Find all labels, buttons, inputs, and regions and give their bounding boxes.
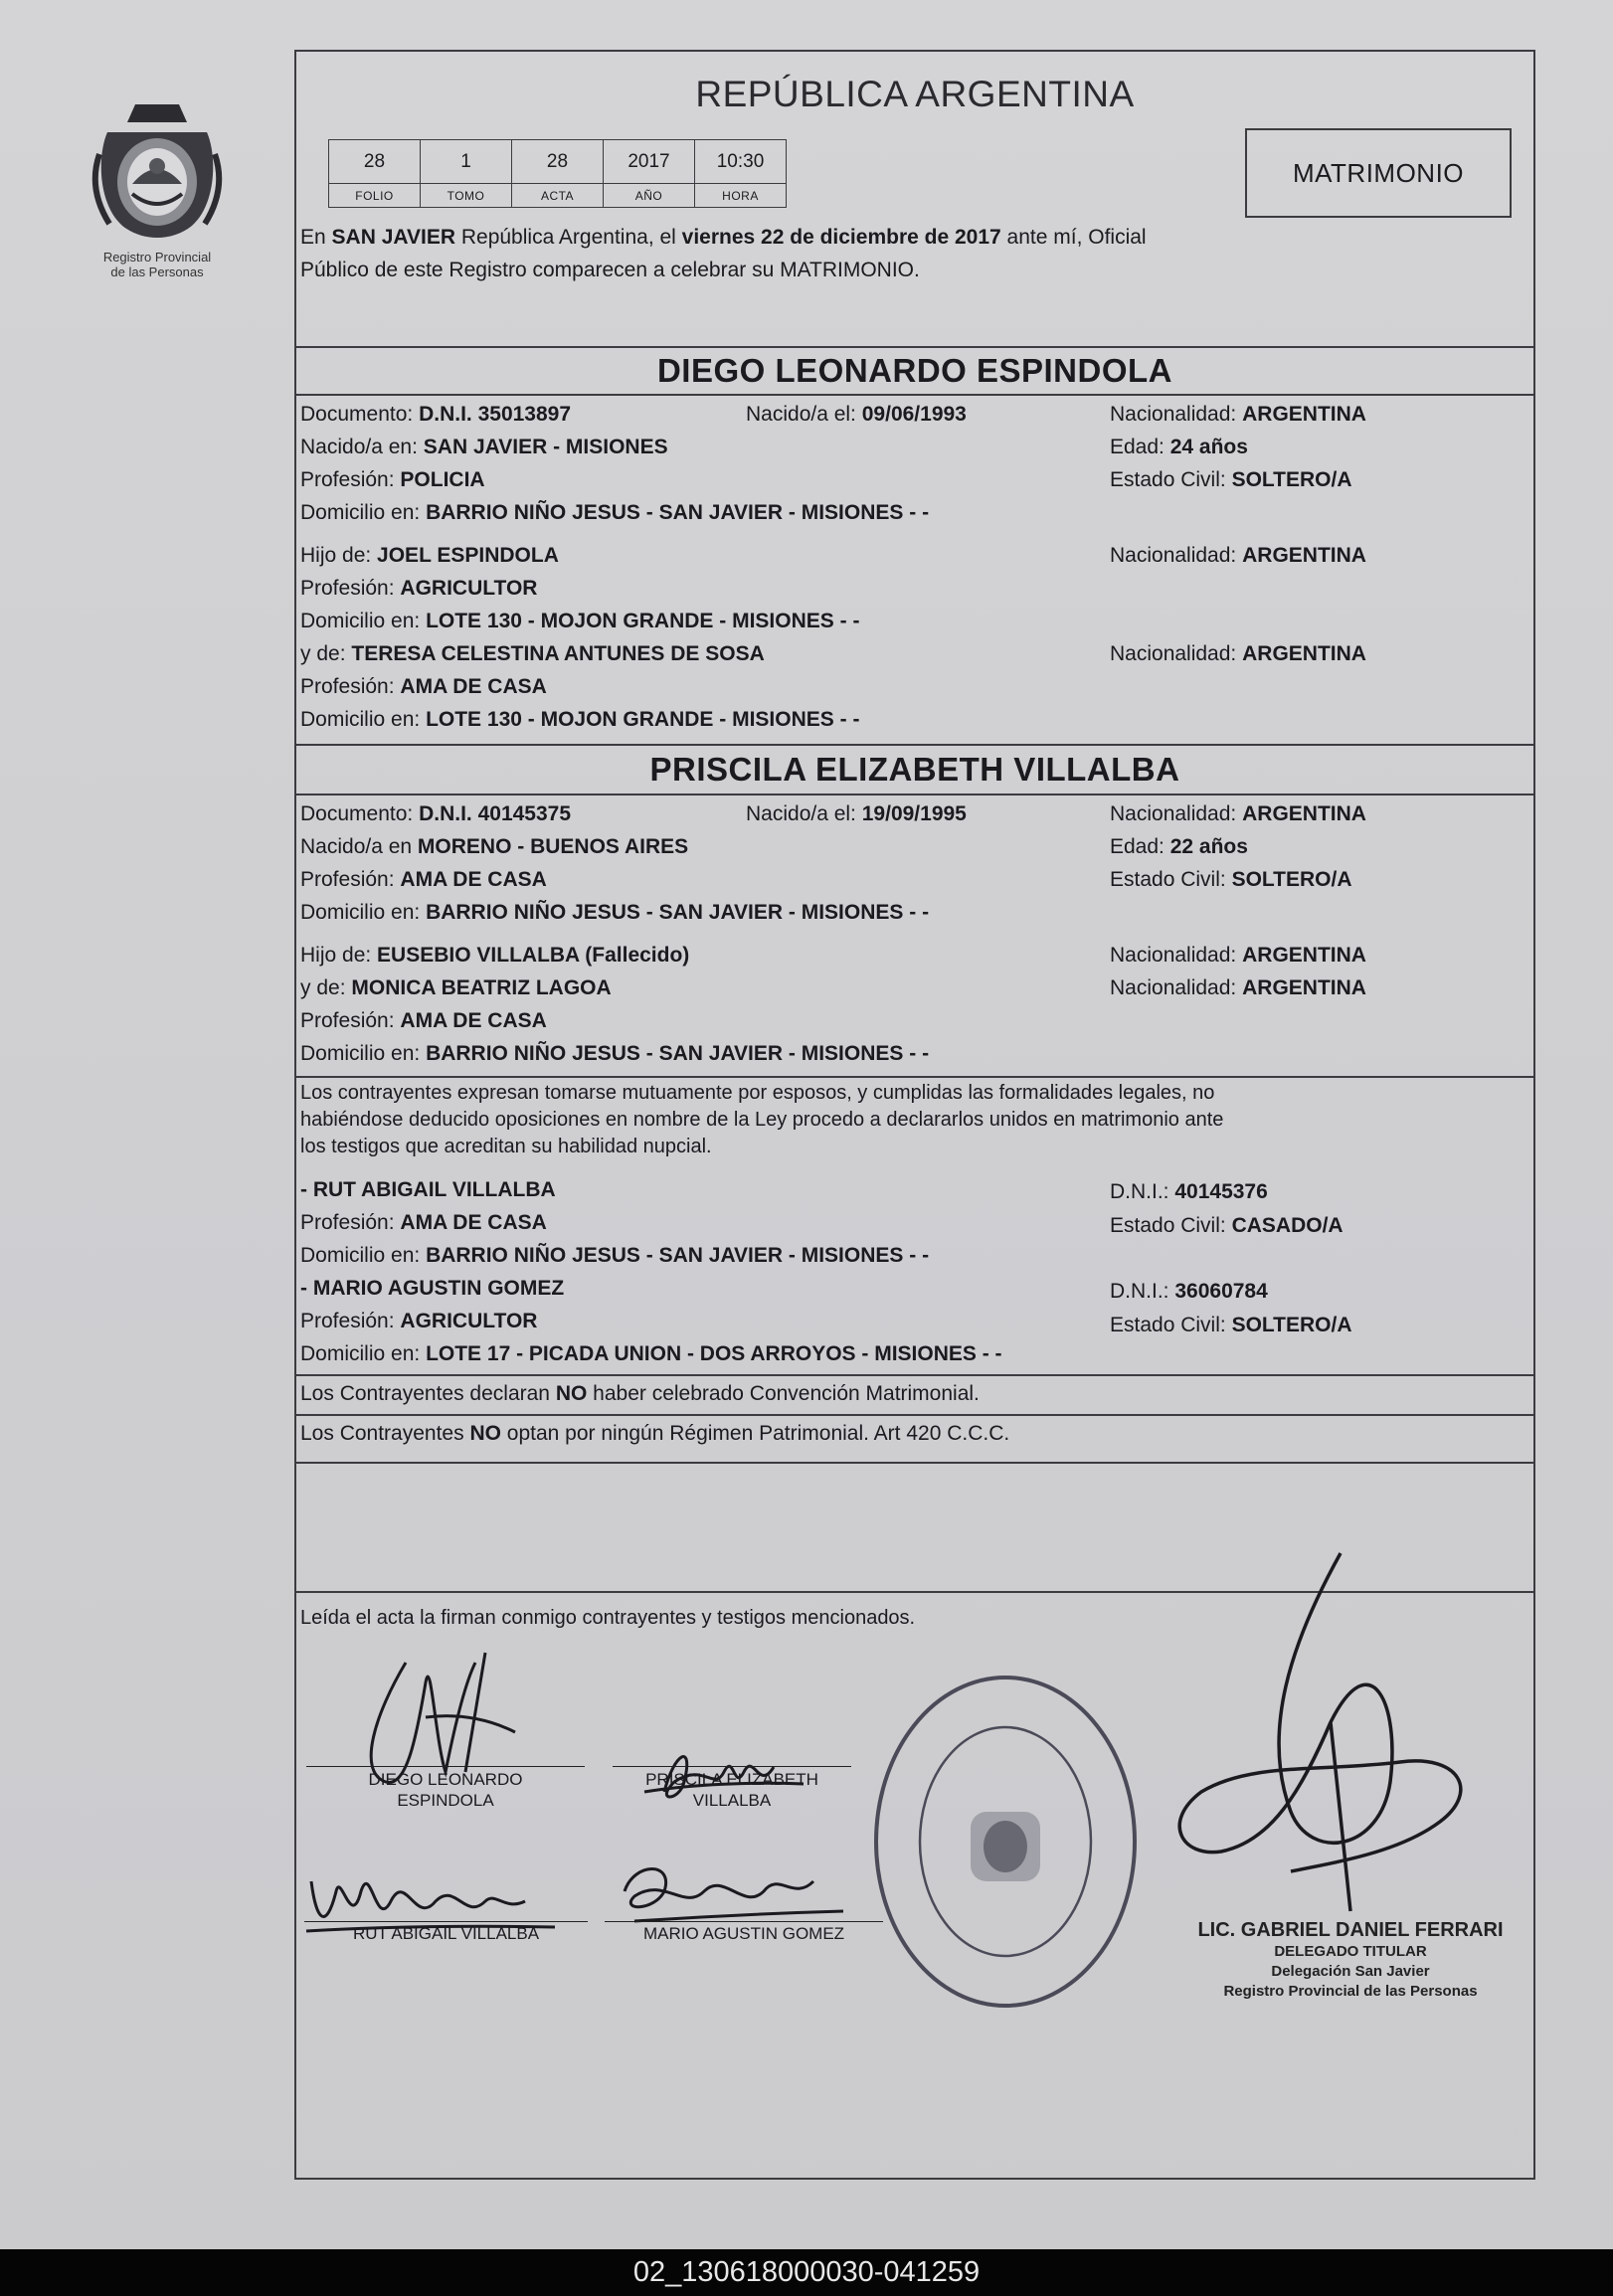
ano-label: AÑO bbox=[604, 184, 695, 208]
official-name: LIC. GABRIEL DANIEL FERRARI bbox=[1197, 1919, 1504, 1941]
hora-label: HORA bbox=[695, 184, 787, 208]
spouse2-age: Edad: 22 años bbox=[1110, 835, 1248, 858]
spouse2-mother-nationality: Nacionalidad: ARGENTINA bbox=[1110, 976, 1366, 999]
spouse1-father-nationality: Nacionalidad: ARGENTINA bbox=[1110, 544, 1366, 567]
spouse1-mother-nationality: Nacionalidad: ARGENTINA bbox=[1110, 642, 1366, 665]
page-title: REPÚBLICA ARGENTINA bbox=[695, 74, 1135, 114]
intro-text: En SAN JAVIER República Argentina, el viernes 22 de diciembre de 2017 ante mí, Oficial Público de este Registro comparecen a celebrar su MATRIMONIO. bbox=[300, 226, 1147, 281]
provincial-coat-of-arms-icon bbox=[88, 94, 227, 244]
spouse1-mother: y de: TERESA CELESTINA ANTUNES DE SOSA bbox=[300, 642, 765, 665]
spouse1-address: Domicilio en: BARRIO NIÑO JESUS - SAN JAVIER - MISIONES - - bbox=[300, 501, 930, 524]
witness2-profession: Profesión: AGRICULTOR bbox=[300, 1310, 538, 1332]
divider bbox=[296, 394, 1533, 396]
spouse2-father-nationality: Nacionalidad: ARGENTINA bbox=[1110, 944, 1366, 967]
witness1-name: - RUT ABIGAIL VILLALBA bbox=[300, 1178, 556, 1201]
spouse1-signature-line bbox=[306, 1766, 585, 1767]
divider bbox=[296, 1462, 1533, 1464]
spouse1-civil-status: Estado Civil: SOLTERO/A bbox=[1110, 468, 1352, 491]
divider bbox=[296, 346, 1533, 348]
spouse2-profession: Profesión: AMA DE CASA bbox=[300, 868, 547, 891]
spouse2-civil-status: Estado Civil: SOLTERO/A bbox=[1110, 868, 1352, 891]
spouse2-signature-line bbox=[613, 1766, 851, 1767]
spouse1-mother-address: Domicilio en: LOTE 130 - MOJON GRANDE - MISIONES - - bbox=[300, 708, 860, 731]
witness2-civil-status: Estado Civil: SOLTERO/A bbox=[1110, 1314, 1352, 1336]
official-registry: Registro Provincial de las Personas bbox=[1223, 1983, 1478, 2000]
spouse2-mother: y de: MONICA BEATRIZ LAGOA bbox=[300, 976, 612, 999]
signing-note: Leída el acta la firman conmigo contrayentes y testigos mencionados. bbox=[300, 1607, 916, 1629]
spouse2-mother-address: Domicilio en: BARRIO NIÑO JESUS - SAN JAVIER - MISIONES - - bbox=[300, 1042, 930, 1065]
spouse1-profession: Profesión: POLICIA bbox=[300, 468, 485, 491]
spouse1-age: Edad: 24 años bbox=[1110, 436, 1248, 458]
record-type-box: MATRIMONIO bbox=[1245, 128, 1512, 218]
spouse2-signature-label: PRISCILA ELIZABETH VILLALBA bbox=[645, 1770, 818, 1810]
divider bbox=[296, 1414, 1533, 1416]
witness2-signature-label: MARIO AGUSTIN GOMEZ bbox=[642, 1924, 845, 1943]
spouse1-father-profession: Profesión: AGRICULTOR bbox=[300, 577, 538, 600]
spouse1-birth-date: Nacido/a el: 09/06/1993 bbox=[746, 403, 967, 426]
logo-caption-line-1: Registro Provincial bbox=[102, 250, 212, 265]
tomo-value: 1 bbox=[421, 140, 512, 184]
witness1-dni: D.N.I.: 40145376 bbox=[1110, 1180, 1268, 1203]
spouse2-mother-profession: Profesión: AMA DE CASA bbox=[300, 1009, 547, 1032]
spouse1-name: DIEGO LEONARDO ESPINDOLA bbox=[656, 352, 1173, 389]
spouse1-father-address: Domicilio en: LOTE 130 - MOJON GRANDE - MISIONES - - bbox=[300, 610, 860, 632]
witness1-civil-status: Estado Civil: CASADO/A bbox=[1110, 1214, 1344, 1237]
regime-statement: Los Contrayentes NO optan por ningún Régimen Patrimonial. Art 420 C.C.C. bbox=[300, 1422, 1010, 1445]
spouse2-birth-date: Nacido/a el: 19/09/1995 bbox=[746, 802, 967, 825]
document-code-footer: 02_130618000030-041259 bbox=[0, 2249, 1613, 2296]
spouse2-birthplace: Nacido/a en MORENO - BUENOS AIRES bbox=[300, 835, 689, 858]
spouse2-father: Hijo de: EUSEBIO VILLALBA (Fallecido) bbox=[300, 944, 690, 967]
acta-label: ACTA bbox=[512, 184, 604, 208]
divider bbox=[296, 1076, 1533, 1078]
convention-statement: Los Contrayentes declaran NO haber celebrado Convención Matrimonial. bbox=[300, 1382, 980, 1405]
witness1-signature-label: RUT ABIGAIL VILLALBA bbox=[352, 1924, 540, 1943]
spouse2-address: Domicilio en: BARRIO NIÑO JESUS - SAN JAVIER - MISIONES - - bbox=[300, 901, 930, 924]
official-office: Delegación San Javier bbox=[1271, 1963, 1430, 1980]
witness2-address: Domicilio en: LOTE 17 - PICADA UNION - DOS ARROYOS - MISIONES - - bbox=[300, 1342, 1002, 1365]
folio-value: 28 bbox=[329, 140, 421, 184]
logo-caption-line-2: de las Personas bbox=[110, 265, 204, 279]
spouse1-father: Hijo de: JOEL ESPINDOLA bbox=[300, 544, 559, 567]
spouse2-document: Documento: D.N.I. 40145375 bbox=[300, 802, 572, 825]
witness1-signature-line bbox=[304, 1921, 588, 1922]
witness2-dni: D.N.I.: 36060784 bbox=[1110, 1280, 1268, 1303]
spouse1-document: Documento: D.N.I. 35013897 bbox=[300, 403, 572, 426]
spouse1-birthplace: Nacido/a en: SAN JAVIER - MISIONES bbox=[300, 436, 668, 458]
spouse1-signature-label: DIEGO LEONARDO ESPINDOLA bbox=[368, 1770, 523, 1810]
witness2-signature-line bbox=[605, 1921, 883, 1922]
divider bbox=[296, 794, 1533, 795]
official-title: DELEGADO TITULAR bbox=[1274, 1943, 1427, 1960]
spouse2-name: PRISCILA ELIZABETH VILLALBA bbox=[649, 751, 1180, 788]
registry-logo bbox=[68, 94, 247, 313]
spouse2-nationality: Nacionalidad: ARGENTINA bbox=[1110, 802, 1366, 825]
divider bbox=[296, 744, 1533, 746]
official-signature-icon bbox=[1142, 1523, 1539, 1941]
witness1-profession: Profesión: AMA DE CASA bbox=[300, 1211, 547, 1234]
folio-label: FOLIO bbox=[329, 184, 421, 208]
divider bbox=[296, 1374, 1533, 1376]
witness1-address: Domicilio en: BARRIO NIÑO JESUS - SAN JAVIER - MISIONES - - bbox=[300, 1244, 930, 1267]
spouse1-mother-profession: Profesión: AMA DE CASA bbox=[300, 675, 547, 698]
ano-value: 2017 bbox=[604, 140, 695, 184]
official-block bbox=[1152, 1919, 1549, 2002]
hora-value: 10:30 bbox=[695, 140, 787, 184]
tomo-label: TOMO bbox=[421, 184, 512, 208]
record-meta-table bbox=[328, 139, 787, 208]
spouse1-nationality: Nacionalidad: ARGENTINA bbox=[1110, 403, 1366, 426]
declaration-text: Los contrayentes expresan tomarse mutuamente por esposos, y cumplidas las formalidades legales, no habiéndose deducido oposiciones en nombre de la Ley procedo a declararlos unidos en matrimonio ante los testigos que acreditan su habilidad nupcial. bbox=[300, 1082, 1224, 1157]
marriage-certificate-form bbox=[294, 50, 1535, 2180]
witness2-name: - MARIO AGUSTIN GOMEZ bbox=[300, 1277, 565, 1300]
acta-value: 28 bbox=[512, 140, 604, 184]
official-seal-icon bbox=[861, 1663, 1150, 2021]
